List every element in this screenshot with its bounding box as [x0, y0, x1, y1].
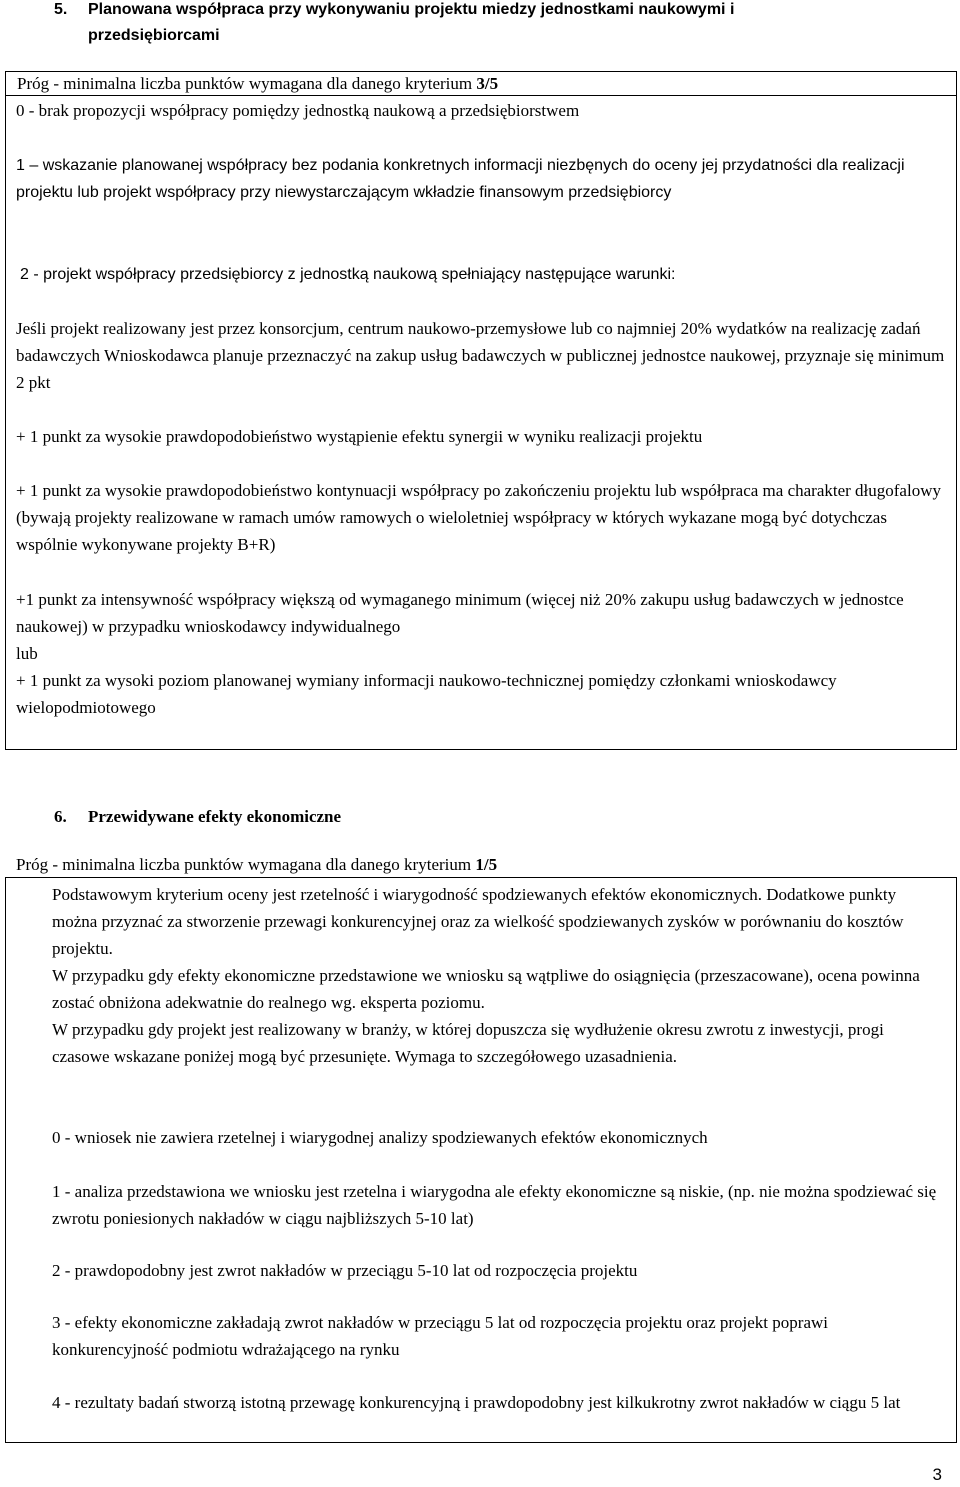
score-item-0: 0 - wniosek nie zawiera rzetelnej i wiarygodnej analizy spodziewanych efektów ekonomicznych [52, 1128, 708, 1147]
section-5-criteria-box [5, 96, 957, 750]
section-5-threshold-label: Próg - minimalna liczba punktów wymagana dla danego kryterium [17, 74, 477, 93]
section-6-paragraph-2: W przypadku gdy efekty ekonomiczne przedstawione we wniosku są wątpliwe do osiągnięcia (przeszacowane), ocena powinna zostać obniżona adekwatnie do realnego wg. eksperta poziomu. [52, 966, 920, 1012]
section-6-intro: Podstawowym kryterium oceny jest rzetelność i wiarygodność spodziewanych efektów ekonomicznych. Dodatkowe punkty można przyznać za stworzenie przewagi konkurencyjnej oraz za wielkość spodziewanych zysków w porównaniu do kosztów projektu. [52, 885, 904, 958]
section-5-title-line1: Planowana współpraca przy wykonywaniu projektu miedzy jednostkami naukowymi i [88, 1, 735, 18]
section-6-heading [54, 804, 341, 830]
section-6-criteria-box [5, 877, 957, 1443]
section-6-threshold [5, 853, 957, 877]
criteria-item-0: 0 - brak propozycji współpracy pomiędzy jednostką naukową a przedsiębiorstwem [16, 101, 580, 120]
section-6-threshold-label: Próg - minimalna liczba punktów wymagana dla danego kryterium [16, 855, 476, 874]
section-5-number: 5. [54, 1, 68, 18]
score-item-3: 3 - efekty ekonomiczne zakładają zwrot nakładów w przeciągu 5 lat od rozpoczęcia projektu oraz projekt poprawi konkurencyjność podmiotu wdrażającego na rynku [52, 1313, 828, 1359]
criteria-item-1: 1 – wskazanie planowanej współpracy bez podania konkretnych informacji niezbęnych do oceny jej przydatności dla realizacji projektu lub projekt współpracy przy niewystarczającym wkładzie finansowym przedsiębiorcy [16, 157, 905, 201]
criteria-item-7: lub [16, 644, 38, 663]
section-6-number: 6. [54, 807, 67, 826]
section-6-paragraph-3: W przypadku gdy projekt jest realizowany w branży, w której dopuszcza się wydłużenie okresu zwrotu z inwestycji, progi czasowe wskazane poniżej mogą być przesunięte. Wymaga to szczegółowego uzasadnienia. [52, 1020, 884, 1066]
section-5-heading [54, 0, 914, 49]
page-number: 3 [932, 1465, 942, 1484]
criteria-item-3: Jeśli projekt realizowany jest przez konsorcjum, centrum naukowo-przemysłowe lub co najmniej 20% wydatków na realizację zadań badawczych Wnioskodawca planuje przeznaczyć na zakup usług badawczych w publicznej jednostce naukowej, przyznaje się minimum 2 pkt [16, 319, 945, 392]
section-5-threshold-value: 3/5 [476, 74, 499, 93]
criteria-item-4: + 1 punkt za wysokie prawdopodobieństwo wystąpienie efektu synergii w wyniku realizacji projektu [16, 427, 703, 446]
criteria-item-8: + 1 punkt za wysoki poziom planowanej wymiany informacji naukowo-technicznej pomiędzy członkami wnioskodawcy wielopodmiotowego [16, 671, 837, 717]
criteria-item-5: + 1 punkt za wysokie prawdopodobieństwo kontynuacji współpracy po zakończeniu projektu lub współpraca ma charakter długofalowy (bywają projekty realizowane w ramach umów ramowych o wieloletniej współpracy w których wykazane mogą być dotychczas wspólnie wykonywane projekty B+R) [16, 481, 941, 554]
section-6-threshold-value: 1/5 [475, 855, 498, 874]
section-5-title-line2: przedsiębiorcami [88, 27, 220, 44]
section-6-title: Przewidywane efekty ekonomiczne [88, 807, 342, 826]
score-item-4: 4 - rezultaty badań stworzą istotną przewagę konkurencyjną i prawdopodobny jest kilkukrotny zwrot nakładów w ciągu 5 lat [52, 1393, 901, 1412]
criteria-item-6: +1 punkt za intensywność współpracy większą od wymaganego minimum (więcej niż 20% zakupu usług badawczych w jednostce naukowej) w przypadku wnioskodawcy indywidualnego [16, 590, 904, 636]
score-item-2: 2 - prawdopodobny jest zwrot nakładów w przeciągu 5-10 lat od rozpoczęcia projektu [52, 1261, 638, 1280]
score-item-1: 1 - analiza przedstawiona we wniosku jest rzetelna i wiarygodna ale efekty ekonomiczne są niskie, (np. nie można spodziewać się zwrotu poniesionych nakładów w ciągu najbliższych 5-10 lat) [52, 1182, 937, 1228]
criteria-item-2: 2 - projekt współpracy przedsiębiorcy z jednostką naukową spełniający następujące warunki: [20, 266, 676, 283]
section-5-threshold [5, 71, 957, 96]
